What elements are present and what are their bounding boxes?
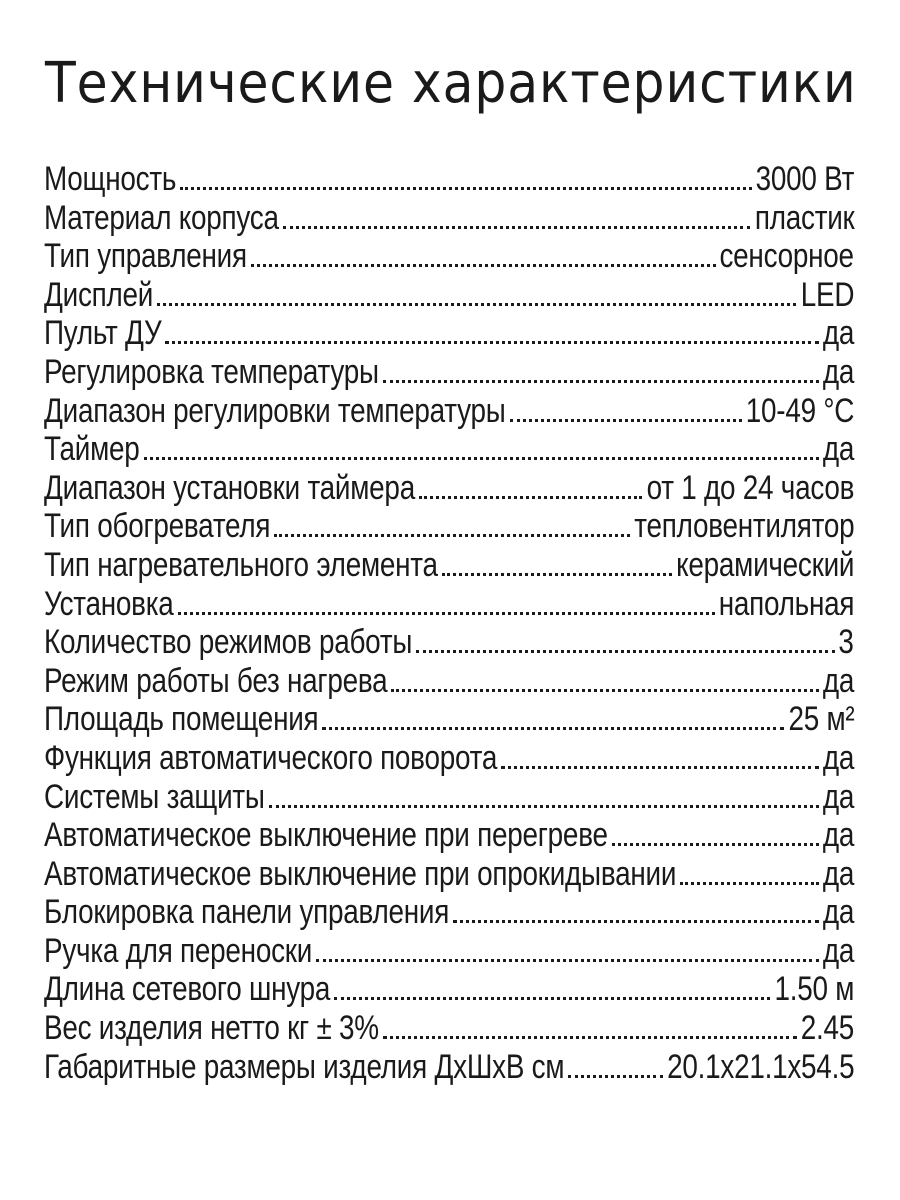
spec-row (44, 623, 854, 662)
dot-leader (510, 419, 742, 422)
spec-row (44, 507, 854, 546)
spec-row (44, 1048, 854, 1087)
dot-leader (453, 920, 819, 923)
spec-value: тепловентилятор (633, 507, 854, 546)
spec-label: Пульт ДУ (44, 314, 162, 353)
spec-label: Дисплей (44, 275, 154, 314)
dot-leader (383, 1036, 797, 1039)
spec-value: да (822, 816, 854, 855)
spec-row (44, 160, 854, 199)
dot-leader (391, 689, 818, 692)
spec-value: да (822, 430, 854, 469)
spec-label: Мощность (44, 160, 177, 198)
spec-label: Режим работы без нагрева (44, 661, 388, 700)
spec-value: керамический (675, 545, 854, 584)
spec-row (44, 469, 854, 508)
spec-row (44, 276, 854, 315)
dot-leader (165, 341, 818, 344)
spec-label: Функция автоматического поворота (44, 738, 498, 777)
spec-row (44, 585, 854, 624)
dot-leader (180, 187, 751, 190)
dot-leader (612, 843, 819, 846)
spec-list (44, 160, 854, 1086)
spec-value: да (822, 777, 854, 816)
spec-value: от 1 до 24 часов (646, 468, 854, 507)
spec-value: 20.1x21.1x54.5 (666, 1047, 854, 1086)
spec-label: Габаритные размеры изделия ДхШхВ см (44, 1047, 565, 1086)
dot-leader (269, 805, 819, 808)
spec-row (44, 778, 854, 817)
spec-value: 3 (838, 623, 854, 662)
spec-value: да (822, 854, 854, 893)
dot-leader (251, 264, 716, 267)
spec-row (44, 700, 854, 739)
dot-leader (680, 882, 819, 885)
spec-row (44, 314, 854, 353)
dot-leader (274, 534, 630, 537)
spec-value: да (822, 738, 854, 777)
spec-row (44, 855, 854, 894)
spec-row (44, 816, 854, 855)
spec-label: Тип управления (44, 237, 247, 276)
spec-label: Автоматическое выключение при опрокидывании (44, 854, 677, 893)
spec-label: Регулировка температуры (44, 352, 379, 391)
spec-label: Системы защиты (44, 777, 265, 816)
spec-row (44, 932, 854, 971)
spec-row (44, 1009, 854, 1048)
spec-label: Площадь помещения (44, 700, 319, 739)
spec-label: Тип обогревателя (44, 507, 271, 546)
spec-value: да (822, 314, 854, 353)
spec-row (44, 199, 854, 238)
spec-value: 2.45 (800, 1009, 854, 1048)
spec-value: да (822, 893, 854, 932)
spec-row (44, 893, 854, 932)
spec-row (44, 739, 854, 778)
spec-row (44, 662, 854, 701)
spec-value: 25 м² (788, 700, 854, 739)
spec-value: да (822, 661, 854, 700)
spec-label: Диапазон регулировки температуры (44, 391, 506, 430)
spec-value: 3000 Вт (755, 160, 854, 198)
spec-label: Таймер (44, 430, 140, 469)
spec-label: Диапазон установки таймера (44, 468, 415, 507)
dot-leader (383, 380, 819, 383)
spec-label: Блокировка панели управления (44, 893, 450, 932)
dot-leader (501, 766, 819, 769)
spec-row (44, 392, 854, 431)
spec-label: Установка (44, 584, 174, 623)
spec-row (44, 430, 854, 469)
spec-value: пластик (754, 198, 854, 237)
spec-row (44, 970, 854, 1009)
dot-leader (442, 573, 672, 576)
dot-leader (419, 496, 642, 499)
dot-leader (178, 612, 715, 615)
spec-label: Количество режимов работы (44, 623, 413, 662)
dot-leader (322, 727, 784, 730)
spec-value: сенсорное (719, 237, 854, 276)
spec-value: напольная (718, 584, 854, 623)
spec-value: 1.50 м (774, 970, 854, 1009)
dot-leader (568, 1075, 662, 1078)
spec-row (44, 353, 854, 392)
dot-leader (157, 303, 796, 306)
spec-value: 10-49 °С (745, 391, 854, 430)
spec-row (44, 237, 854, 276)
dot-leader (283, 226, 751, 229)
dot-leader (416, 650, 835, 653)
spec-label: Длина сетевого шнура (44, 970, 331, 1009)
spec-label: Ручка для переноски (44, 931, 313, 970)
spec-value: LED (800, 275, 854, 314)
spec-row (44, 546, 854, 585)
spec-label: Вес изделия нетто кг ± 3% (44, 1009, 379, 1048)
spec-label: Автоматическое выключение при перегреве (44, 816, 608, 855)
spec-label: Материал корпуса (44, 198, 279, 237)
spec-value: да (822, 352, 854, 391)
dot-leader (334, 997, 770, 1000)
spec-value: да (822, 931, 854, 970)
dot-leader (144, 457, 819, 460)
page-title: Технические характеристики (45, 51, 857, 116)
dot-leader (316, 959, 819, 962)
spec-label: Тип нагревательного элемента (44, 545, 438, 584)
